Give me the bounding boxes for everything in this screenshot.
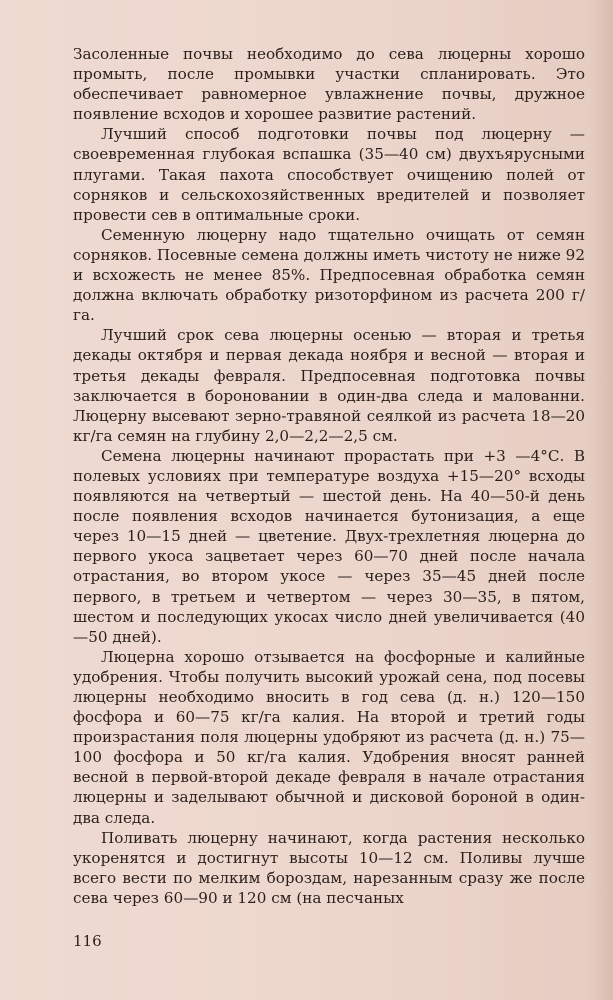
paragraph-2: Лучший способ подготовки почвы под люцерну — своевременная глубокая вспашка (35—40 см) двухъярусными плугами. Такая пахота способствует очищению полей от сорняков и сельскохозяйственных вредителей и позволяет провести сев в оптимальные сроки. bbox=[73, 125, 585, 224]
paragraph-7: Поливать люцерну начинают, когда растения несколько укоренятся и достигнут высоты 10—12 см. Поливы лучше всего вести по мелким бороздам, нарезанным сразу же после сева через 60—90 и 120 см (на песчаных bbox=[73, 828, 585, 907]
body-text bbox=[73, 44, 585, 908]
paragraph-5: Семена люцерны начинают прорастать при +3 —4°С. В полевых условиях при температуре воздуха +15—20° всходы появляются на четвертый — шестой день. На 40—50-й день после появления всходов начинается бутонизация, а еще через 10—15 дней — цветение. Двух-трехлетняя люцерна до первого укоса зацветает через 60—70 дней после начала отрастания, во втором укосе — через 35—45 дней после первого, в третьем и четвертом — через 30—35, в пятом, шестом и последующих укосах число дней увеличивается (40—50 дней). bbox=[73, 446, 585, 646]
paragraph-4: Лучший срок сева люцерны осенью — вторая и третья декады октября и первая декада ноября и весной — вторая и третья декады февраля. Предпосевная подготовка почвы заключается в бороновании в один-два следа и малованни. Люцерну высевают зерно-травяной сеялкой из расчета 18—20 кг/га семян на глубину 2,0—2,2—2,5 см. bbox=[73, 326, 585, 445]
page-number: 116 bbox=[73, 932, 102, 950]
paragraph-1: Засоленные почвы необходимо до сева люцерны хорошо промыть, после промывки участки спланировать. Это обеспечивает равномерное увлажнение почвы, дружное появление всходов и хорошее развитие растений. bbox=[73, 45, 585, 124]
paragraph-3: Семенную люцерну надо тщательно очищать от семян сорняков. Посевные семена должны иметь чистоту не ниже 92 и всхожесть не менее 85%. Предпосевная обработка семян должна включать обработку ризоторфином из расчета 200 г/га. bbox=[73, 225, 585, 325]
paragraph-6: Люцерна хорошо отзывается на фосфорные и калийные удобрения. Чтобы получить высокий урожай сена, под посевы люцерны необходимо вносить в год сева (д. н.) 120—150 фосфора и 60—75 кг/га калия. На второй и третий годы произрастания поля люцерны удобряют из расчета (д. н.) 75—100 фосфора и 50 кг/га калия. Удобрения вносят ранней весной в первой-второй декаде февраля в начале отрастания люцерны и заделывают обычной и дисковой бороной в один-два следа. bbox=[73, 647, 585, 827]
